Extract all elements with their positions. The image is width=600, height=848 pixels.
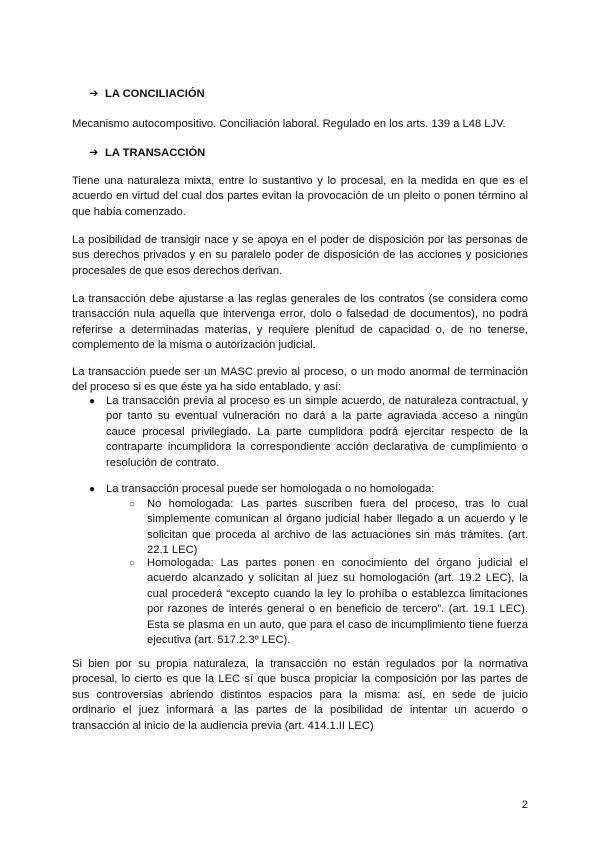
- paragraph: La transacción debe ajustarse a las reglas generales de los contratos (se considera como transacción nula aquella que intervenga error, dolo o falsedad de documentos), no podrá referirse a determinadas materias, y requiere plenitud de capacidad o, de no tenerse, complemento de la misma o autorización judicial.: [72, 293, 528, 352]
- heading-transaccion-title: LA TRANSACCIÓN: [105, 147, 206, 159]
- paragraph-closing: Si bien por su propia naturaleza, la transacción no están regulados por la normativa procesal, lo cierto es que la LEC sí que busca propiciar la composición por las partes de sus controversias abriendo distintos espacios para la misma: así, en sede de juicio ordinario el juez informará a las partes de la posibilidad de intentar un acuerdo o transacción al inicio de la audiencia previa (art. 414.1.II LEC): [72, 658, 528, 732]
- circle-bullet-icon: ○: [129, 558, 136, 569]
- sub-list-item: [129, 556, 528, 648]
- paragraph-conciliacion: Mecanismo autocompositivo. Conciliación laboral. Regulado en los arts. 139 a L48 LJV.: [72, 118, 506, 130]
- arrow-icon: ➔: [89, 147, 99, 159]
- heading-transaccion: [89, 146, 205, 161]
- paragraph: La transacción puede ser un MASC previo al proceso, o un modo anormal de terminación del proceso si es que éste ya ha sido entablado, y así:: [72, 366, 528, 394]
- sub-list-item: [129, 497, 528, 559]
- circle-bullet-icon: ○: [129, 499, 136, 510]
- sub-list-item-text: No homologada: Las partes suscriben fuera del proceso, tras lo cual simplemente comunican al órgano judicial haber llegado a un acuerdo y le solicitan que proceda al archivo de las actuaciones sin más trámites. (art. 22.1 LEC): [147, 498, 528, 557]
- list-item: [89, 394, 528, 471]
- paragraph: Tiene una naturaleza mixta, entre lo sustantivo y lo procesal, en la medida en que es el acuerdo en virtud del cual dos partes evitan la provocación de un pleito o ponen término al que había comenzado.: [72, 175, 528, 218]
- heading-conciliacion: [89, 87, 205, 102]
- paragraph: La posibilidad de transigir nace y se apoya en el poder de disposición por las personas de sus derechos privados y en su paralelo poder de disposición de las acciones y posiciones procesales de que esos derechos derivan.: [72, 234, 528, 277]
- arrow-icon: ➔: [89, 88, 99, 100]
- heading-conciliacion-title: LA CONCILIACIÓN: [105, 88, 205, 100]
- page-number: 2: [521, 799, 528, 811]
- list-item-text: La transacción previa al proceso es un simple acuerdo, de naturaleza contractual, y por tanto su eventual vulneración no dará a la parte agraviada acceso a ningún cauce procesal privilegiado. La parte cumplidora podrá ejercitar respecto de la contraparte incumplidora la correspondiente acción declarativa de cumplimiento o resolución de contrato.: [106, 395, 528, 469]
- bullet-icon: ●: [89, 484, 96, 495]
- list-item: [89, 482, 528, 497]
- sub-list-item-text: Homologada: Las partes ponen en conocimiento del órgano judicial el acuerdo alcanzado y solicitan al juez su homologación (art. 19.2 LEC), la cual procederá “excepto cuando la ley lo prohíba o establezca limitaciones por razones de interés general o en beneficio de tercero”. (art. 19.1 LEC). Esta se plasma en un auto, que para el caso de incumplimiento tiene fuerza ejecutiva (art. 517.2.3º LEC).: [147, 557, 528, 647]
- list-item-text: La transacción procesal puede ser homologada o no homologada:: [106, 483, 435, 495]
- bullet-icon: ●: [89, 396, 96, 407]
